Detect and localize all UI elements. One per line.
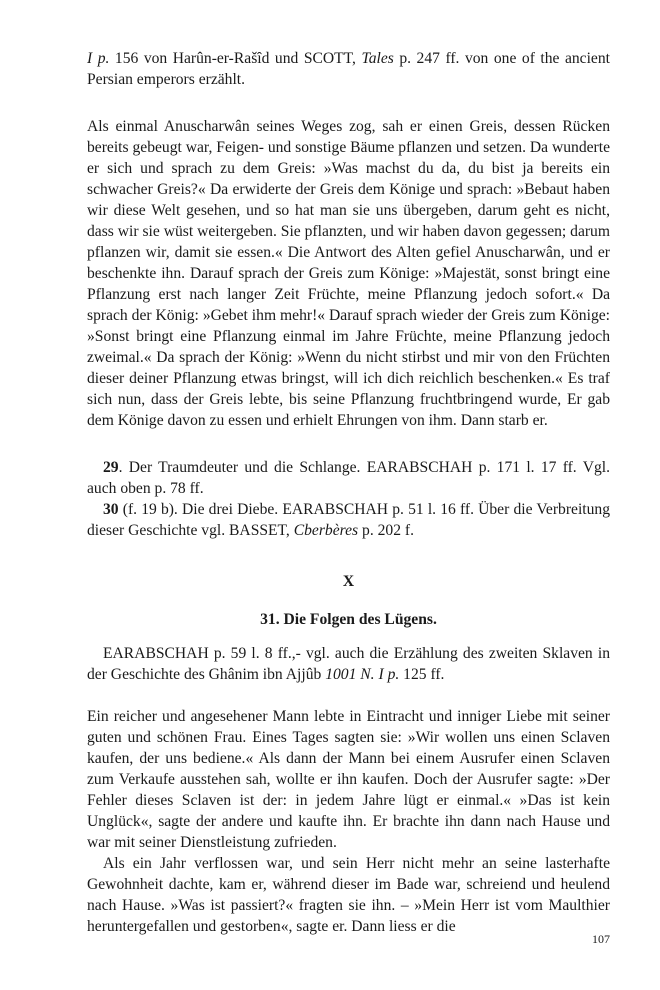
italic-ref: Cberbères — [293, 522, 359, 539]
paragraph-intro: I p. 156 von Harûn-er-Rašîd und SCOTT, Tales p. 247 ff. von one of the ancient Persian emperors erzählt. — [87, 50, 610, 88]
section-heading: X — [342, 573, 355, 590]
paragraph-anuscharwan: Als einmal Anuscharwân seines Weges zog, sah er einen Greis, dessen Rücken bereits gebeugt war, Feigen- und sonstige Bäume pflanzen und setzen. Da wunderte er sich und sprach zu dem Greis: »Was machst du da, du bist ja bereits ein schwacher Greis?« Da erwiderte der Greis dem Könige und sprach: »Bebaut haben wir diese Welt gesehen, und so hat man sie uns übergeben, darum geht es nicht, dass wir sie wüst weitergeben. Sie pflanzten, und wir haben davon gegessen; darum pflanzen wir, damit sie essen.« Die Antwort des Alten gefiel Anuscharwân, und er beschenkte ihn. Darauf sprach der Greis zum Könige: »Majestät, sonst bringt eine Pflanzung erst nach langer Zeit Früchte, meine Pflanzung jedoch sofort.« Da sprach der König: »Gebet ihm mehr!« Darauf sprach wieder der Greis zum Könige: »Sonst bringt eine Pflanzung einmal im Jahre Früchte, meine Pflanzung jedoch zweimal.« Da sprach der König: »Wenn du nicht stirbst und mir von den Früchten dieser deiner Pflanzung etwas bringst, will ich dich reichlich beschenken.« Es traf sich nun, dass der Greis lebte, bis seine Pflanzung fruchtbringend wurde, Er gab dem Könige davon zu essen und erhielt Ehrungen von ihm. Dann starb er. — [87, 118, 610, 429]
source-reference: EARABSCHAH p. 59 l. 8 ff.,- vgl. auch die Erzählung des zweiten Sklaven in der Geschichte des Ghânim ibn Ajjûb 1001 N. I p. 125 ff. — [87, 645, 610, 683]
page-number: 107 — [592, 932, 610, 946]
page-body — [87, 48, 610, 937]
paragraph-story-1: Ein reicher und angesehener Mann lebte in Eintracht und inniger Liebe mit seiner guten und schönen Frau. Eines Tages sagten sie: »Wir wollen uns einen Sclaven kaufen, der uns bediene.« Als dann der Mann bei einem Ausrufer einen Sclaven zum Verkaufe ausstehen sah, wollte er ihn kaufen. Doch der Ausrufer sagte: »Der Fehler dieses Sclaven ist der: in jedem Jahre lügt er einmal.« »Das ist kein Unglück«, sagte der andere und kaufte ihn. Er brachte ihn dann nach Hause und war mit seiner Dienstleistung zufrieden. — [87, 708, 610, 851]
italic-ref: 1001 N. I p. — [325, 666, 400, 683]
italic-ref: Tales — [361, 50, 394, 67]
entry-29: 29. Der Traumdeuter und die Schlange. EARABSCHAH p. 171 l. 17 ff. Vgl. auch oben p. 78 ff. — [87, 459, 610, 497]
paragraph-story-2: Als ein Jahr verflossen war, und sein Herr nicht mehr an seine lasterhafte Gewohnheit dachte, kam er, während dieser im Bade war, schreiend und heulend nach Hause. »Was ist passiert?« fragten sie ihn. – »Mein Herr ist vom Maulthier heruntergefallen und gestorben«, sagte er. Dann liess er die — [87, 855, 610, 935]
entry-number: 29 — [103, 459, 119, 476]
entry-30: 30 (f. 19 b). Die drei Diebe. EARABSCHAH p. 51 l. 16 ff. Über die Verbreitung dieser Geschichte vgl. BASSET, Cberbères p. 202 f. — [87, 501, 610, 539]
italic-ref: I p. — [87, 50, 110, 67]
story-title: 31. Die Folgen des Lügens. — [260, 611, 437, 628]
entry-number: 30 — [103, 501, 119, 518]
